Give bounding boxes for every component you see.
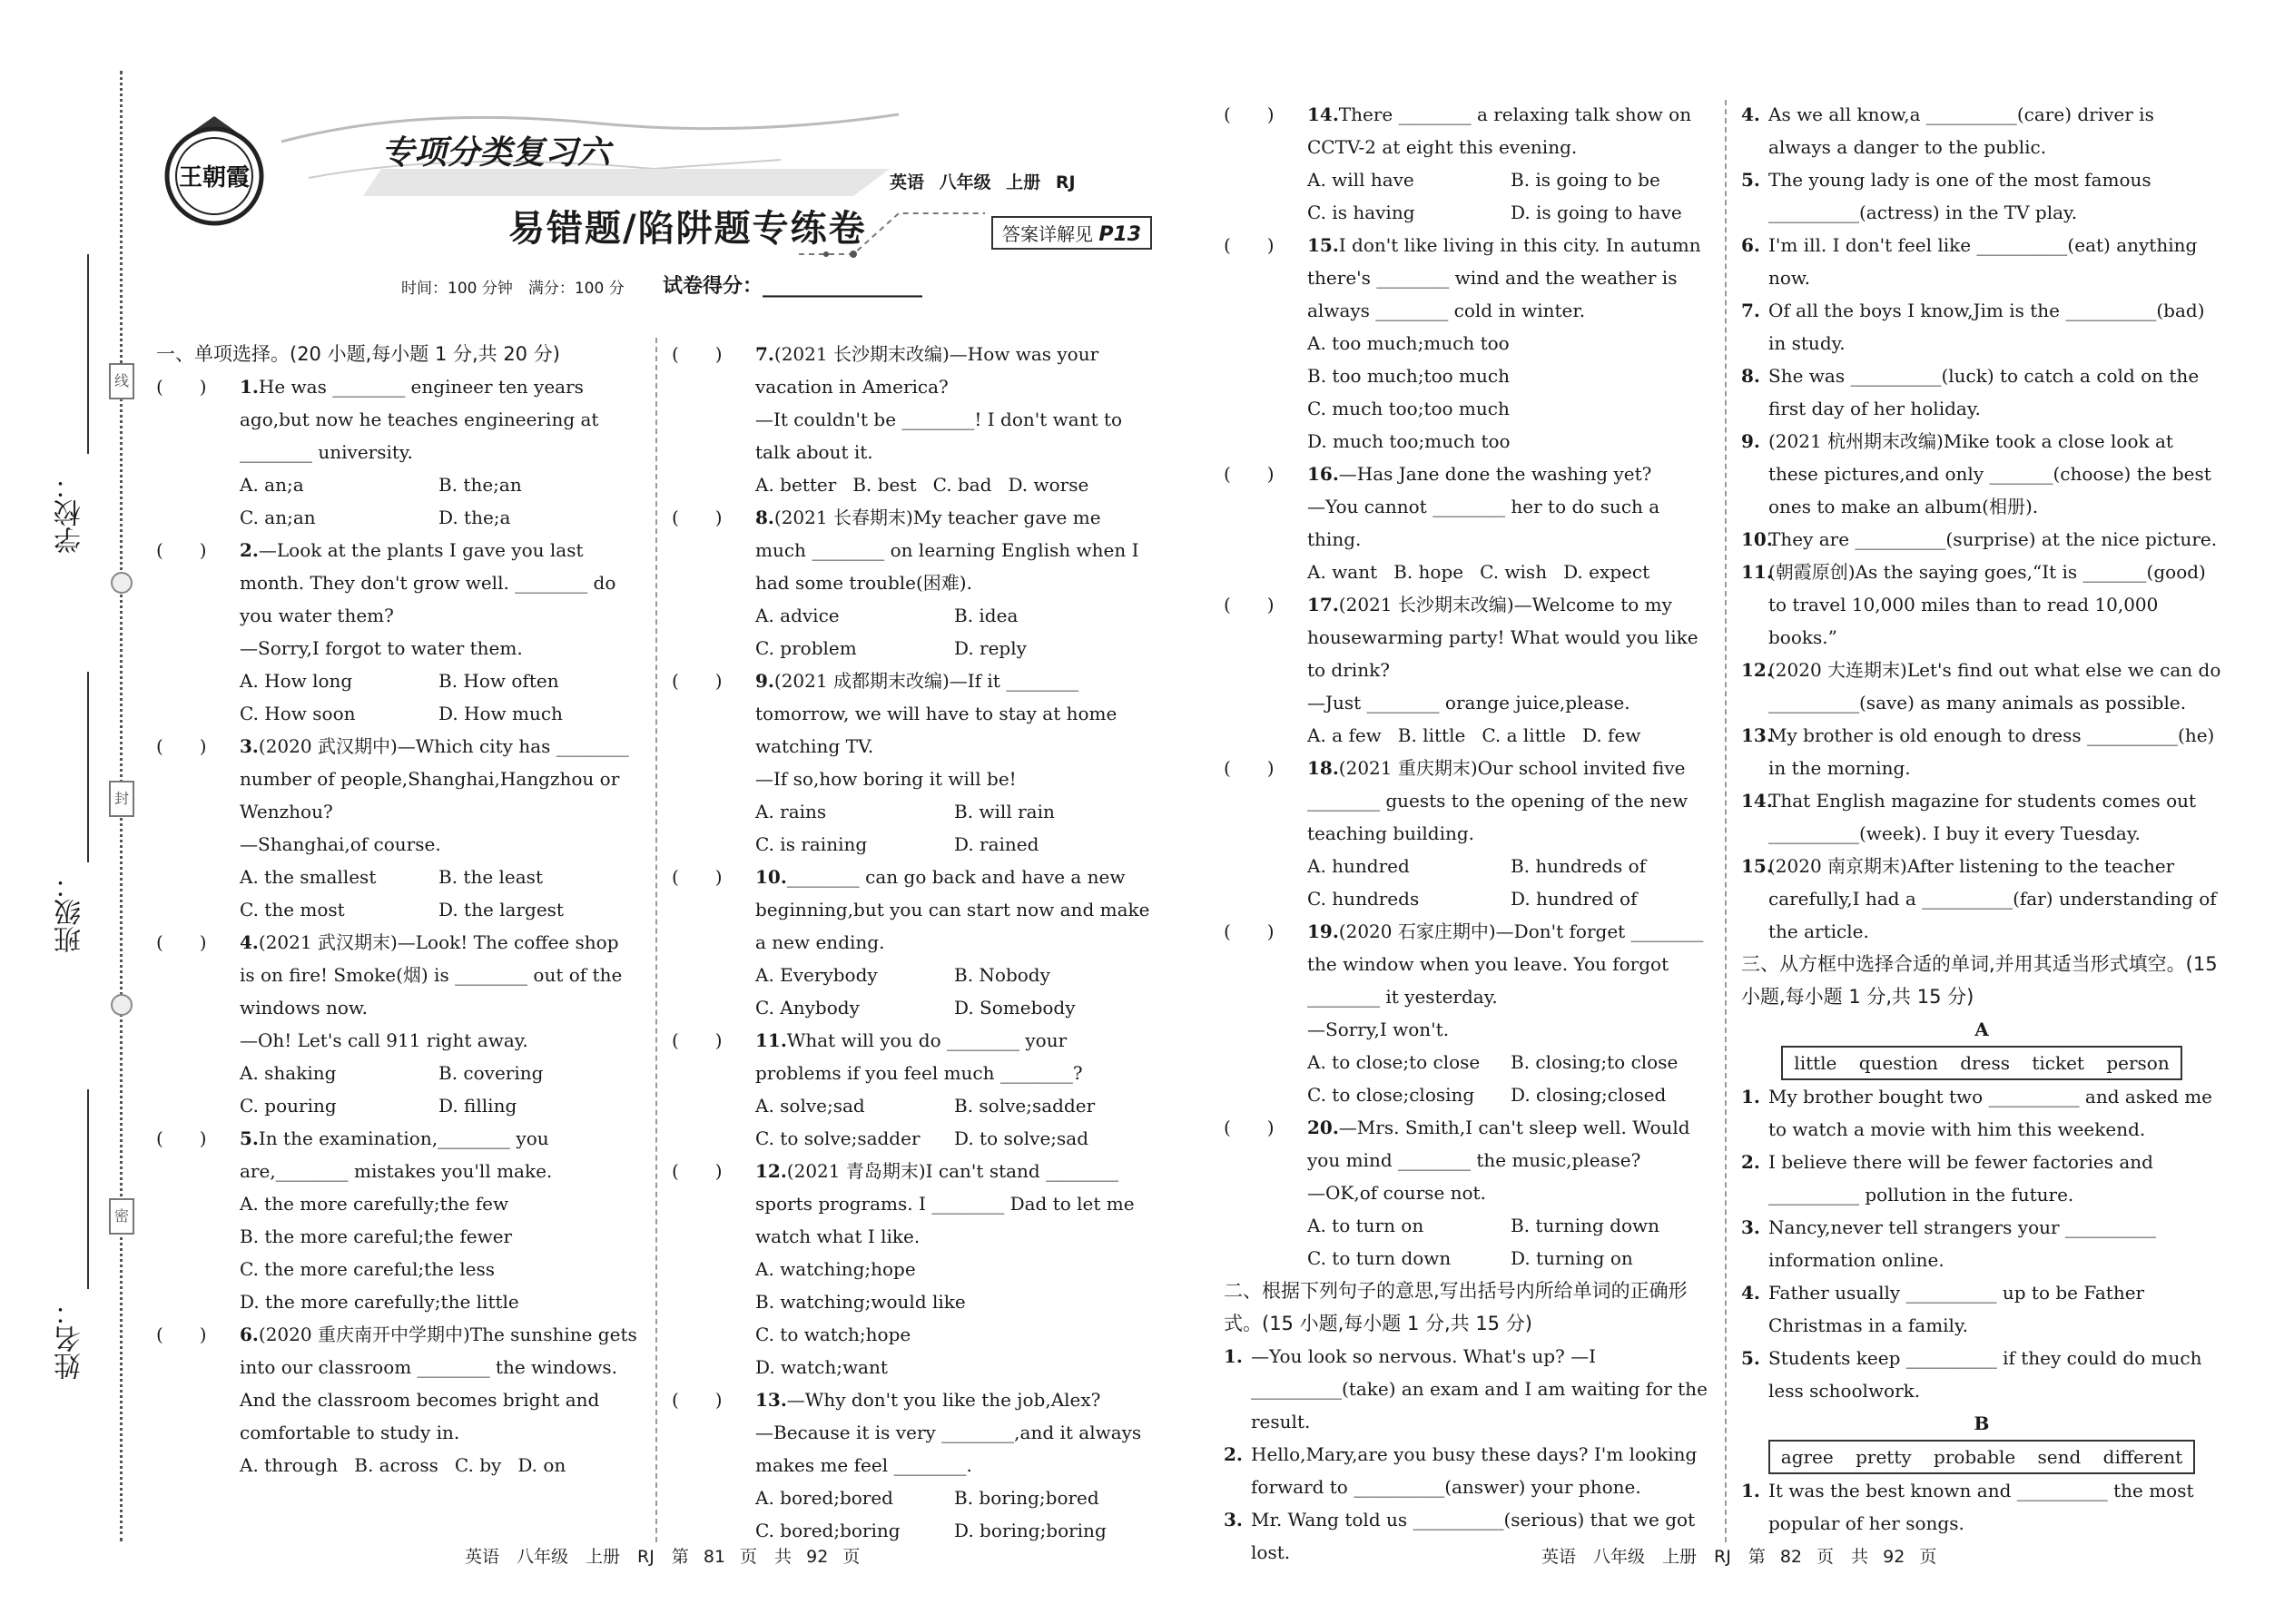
question-number: 4. [240, 931, 259, 953]
mc-question [672, 1383, 1153, 1481]
option[interactable]: D. How much [438, 703, 563, 724]
option[interactable]: C. hundreds [1307, 888, 1420, 910]
question-text: —Sorry,I won't. [1307, 1019, 1450, 1040]
options-group [156, 861, 637, 926]
item-number: 3. [1741, 1216, 1760, 1238]
question-text: (2021 重庆期末)Our school invited five ________ guests to the opening of the new teaching building. [1307, 757, 1689, 844]
option[interactable]: B. is going to be [1511, 169, 1660, 191]
options-group [672, 959, 1153, 1024]
item-text[interactable]: (2020 大连期末)Let's find out what else we can do __________(save) as many animals as possible. [1768, 659, 2221, 714]
options-group [1224, 163, 1714, 229]
option[interactable]: B. idea [954, 605, 1019, 626]
mc-question [672, 861, 1153, 959]
item-text[interactable]: (2021 杭州期末改编)Mike took a close look at these pictures,and only _______(choose) the best ones to make an album(相册). [1768, 430, 2211, 517]
option[interactable]: D. few [1582, 724, 1641, 746]
option[interactable]: B. turning down [1511, 1215, 1660, 1236]
option[interactable]: B. the more careful;the fewer [240, 1225, 513, 1247]
item-number: 1. [1224, 1345, 1243, 1367]
item-number: 4. [1741, 1282, 1760, 1304]
question-number: 6. [240, 1324, 259, 1345]
brand-seal-logo [156, 111, 272, 227]
question-text: (2021 长春期末)My teacher gave me much ________ on learning English when I had some trouble(困难). [755, 507, 1139, 594]
option[interactable]: B. hundreds of [1511, 855, 1647, 877]
question-text: There ________ a relaxing talk show on CCTV-2 at eight this evening. [1307, 103, 1692, 158]
question-number: 10. [755, 866, 787, 888]
fill-blank-item [1741, 98, 2222, 163]
group-a-label: A [1974, 1019, 1989, 1040]
question-text: (2020 武汉期中)—Which city has ________ number of people,Shanghai,Hangzhou or Wenzhou? [240, 735, 629, 822]
question-text: (2021 成都期末改编)—If it ________ tomorrow, we will have to stay at home watching TV. [755, 670, 1117, 757]
question-number: 2. [240, 539, 259, 561]
answer-paren[interactable]: ( ) [156, 539, 207, 561]
options-group [672, 795, 1153, 861]
column-divider [1725, 100, 1727, 1542]
mc-question [1224, 588, 1714, 719]
option[interactable]: C. is having [1307, 202, 1415, 223]
option[interactable]: D. worse [1008, 474, 1089, 496]
question-number: 1. [240, 376, 259, 398]
option[interactable]: C. a little [1482, 724, 1566, 746]
option[interactable]: D. on [517, 1454, 566, 1476]
item-text[interactable]: I believe there will be fewer factories and __________ pollution in the future. [1768, 1151, 2153, 1206]
item-number: 2. [1224, 1443, 1243, 1465]
options-group [1224, 719, 1714, 752]
question-text: I don't like living in this city. In autumn there's ________ wind and the weather is always ________ cold in winter. [1307, 234, 1701, 321]
option[interactable]: B. solve;sadder [954, 1095, 1096, 1117]
mc-question [156, 1122, 637, 1187]
fill-blank-item [1741, 654, 2222, 719]
item-number: 15. [1741, 855, 1773, 877]
option[interactable]: D. filling [438, 1095, 517, 1117]
question-text: —Why don't you like the job,Alex? [786, 1389, 1101, 1411]
fill-blank-item [1741, 1276, 2222, 1342]
mc-question [672, 1155, 1153, 1253]
option[interactable]: B. too much;too much [1307, 365, 1510, 387]
question-number: 14. [1307, 103, 1339, 125]
option[interactable]: D. much too;much too [1307, 430, 1511, 452]
item-number: 3. [1224, 1509, 1243, 1530]
item-number: 12. [1741, 659, 1773, 681]
question-text: (2021 长沙期末改编)—How was your vacation in America? [755, 343, 1099, 398]
mc-question [672, 664, 1153, 795]
option[interactable]: A. advice [755, 605, 840, 626]
fill-blank-item [1741, 556, 2222, 654]
mc-question [1224, 1111, 1714, 1209]
binding-hole-icon [111, 994, 133, 1016]
word-box-b: agree pretty probable send different [1768, 1440, 2195, 1474]
option[interactable]: D. expect [1563, 561, 1650, 583]
column-4 [1741, 98, 2222, 1540]
option[interactable]: C. problem [755, 637, 857, 659]
option[interactable]: D. rained [954, 833, 1039, 855]
item-text[interactable]: (朝霞原创)As the saying goes,“It is _______(good) to travel 10,000 miles than to read 10,000 books.” [1768, 561, 2206, 648]
option[interactable]: C. Anybody [755, 997, 860, 1019]
answer-paren[interactable]: ( ) [156, 1324, 207, 1345]
option[interactable]: A. through [240, 1454, 339, 1476]
option[interactable]: C. is raining [755, 833, 868, 855]
option[interactable]: A. How long [240, 670, 353, 692]
options-group [672, 1089, 1153, 1155]
item-text[interactable]: Hello,Mary,are you busy these days? I'm looking forward to __________(answer) your phone. [1251, 1443, 1698, 1498]
score-field: 试卷得分：________________ [663, 275, 923, 298]
question-text: —Has Jane done the washing yet? [1338, 463, 1652, 485]
option[interactable]: A. an;a [240, 474, 304, 496]
item-text[interactable]: My brother is old enough to dress __________(he) in the morning. [1768, 724, 2215, 779]
option[interactable]: B. will rain [954, 801, 1055, 822]
item-number: 5. [1741, 1347, 1760, 1369]
mc-question [672, 501, 1153, 599]
question-number: 9. [755, 670, 774, 692]
section-1-title: 一、单项选择。(20 小题,每小题 1 分,共 20 分) [156, 343, 560, 365]
item-number: 10. [1741, 528, 1773, 550]
options-group [672, 599, 1153, 664]
answer-paren[interactable]: ( ) [1224, 103, 1275, 125]
option[interactable]: A. watching;hope [755, 1258, 916, 1280]
option[interactable]: C. the more careful;the less [240, 1258, 495, 1280]
class-label: 班级： [54, 871, 86, 953]
item-text[interactable]: Of all the boys I know,Jim is the __________(bad) in study. [1768, 300, 2205, 354]
fill-blank-item [1741, 784, 2222, 850]
mc-question [156, 730, 637, 861]
column-divider [655, 338, 657, 1542]
question-number: 8. [755, 507, 774, 528]
question-text: —Just ________ orange juice,please. [1307, 692, 1630, 714]
column-2 [672, 338, 1153, 1547]
binding-tag-mi: 密 [109, 1198, 134, 1235]
footer-right: 英语 八年级 上册 RJ 第 82 页 共 92 页 [1541, 1547, 1937, 1567]
option[interactable]: B. hope [1393, 561, 1464, 583]
question-number: 18. [1307, 757, 1339, 779]
mc-question [156, 1318, 637, 1449]
mc-question [156, 534, 637, 664]
fill-blank-item [1741, 1342, 2222, 1407]
item-number: 4. [1741, 103, 1760, 125]
options-group [1224, 556, 1714, 588]
question-number: 16. [1307, 463, 1339, 485]
item-text[interactable]: It was the best known and __________ the most popular of her songs. [1768, 1480, 2194, 1534]
column-3 [1224, 98, 1714, 1569]
mc-question [1224, 229, 1714, 327]
question-number: 5. [240, 1127, 259, 1149]
question-text: In the examination,________ you are,________ mistakes you'll make. [240, 1127, 553, 1182]
option[interactable]: D. hundred of [1511, 888, 1638, 910]
item-text[interactable]: Students keep __________ if they could do much less schoolwork. [1768, 1347, 2202, 1402]
mc-question [1224, 752, 1714, 850]
item-text[interactable]: They are __________(surprise) at the nice picture. [1768, 528, 2218, 550]
option[interactable]: C. to close;closing [1307, 1084, 1475, 1106]
item-text[interactable]: Father usually __________ up to be Father Christmas in a family. [1768, 1282, 2145, 1336]
item-number: 1. [1741, 1480, 1760, 1501]
answer-paren[interactable]: ( ) [1224, 757, 1275, 779]
item-number: 2. [1741, 1151, 1760, 1173]
subject-badge: 英语 八年级 上册 RJ [890, 172, 1076, 192]
fill-blank-item [1741, 1211, 2222, 1276]
question-text: —You cannot ________ her to do such a thing. [1307, 496, 1660, 550]
option[interactable]: C. by [454, 1454, 502, 1476]
option[interactable]: C. bored;boring [755, 1520, 901, 1541]
question-number: 12. [755, 1160, 787, 1182]
fill-blank-item [1741, 523, 2222, 556]
question-text: (2021 武汉期末)—Look! The coffee shop is on fire! Smoke(烟) is ________ out of the windows now. [240, 931, 623, 1019]
option[interactable]: A. to close;to close [1307, 1051, 1481, 1073]
name-blank [87, 1089, 89, 1289]
mc-question [1224, 915, 1714, 1046]
question-text: —Because it is very ________,and it always makes me feel ________. [755, 1422, 1142, 1476]
mc-question [1224, 98, 1714, 163]
answer-paren[interactable]: ( ) [156, 931, 207, 953]
answer-paren[interactable]: ( ) [672, 1389, 723, 1411]
option[interactable]: D. turning on [1511, 1247, 1633, 1269]
options-group [1224, 1209, 1714, 1275]
question-text: —Look at the plants I gave you last month. They don't grow well. ________ do you water them? [240, 539, 616, 626]
options-group [1224, 850, 1714, 915]
section-2-title: 二、根据下列句子的意思,写出括号内所给单词的正确形式。(15 小题,每小题 1 分,共 15 分) [1224, 1280, 1688, 1334]
option[interactable]: B. closing;to close [1511, 1051, 1679, 1073]
class-blank [87, 672, 89, 862]
exam-meta: 时间：100 分钟 满分：100 分 [401, 280, 625, 298]
question-number: 7. [755, 343, 774, 365]
option[interactable]: A. Everybody [755, 964, 878, 986]
school-label: 学校： [54, 472, 86, 554]
series-title: 专项分类复习六 [381, 134, 611, 172]
item-number: 11. [1741, 561, 1773, 583]
item-text[interactable]: Mr. Wang told us __________(serious) that we got lost. [1251, 1509, 1696, 1563]
option[interactable]: A. shaking [240, 1062, 337, 1084]
fill-blank-item [1741, 719, 2222, 784]
options-group [156, 664, 637, 730]
options-group [156, 1449, 637, 1481]
question-text: (2020 重庆南开中学期中)The sunshine gets into our classroom ________ the windows. And the classroom becomes bright and comfortable to study in. [240, 1324, 637, 1443]
answer-paren[interactable]: ( ) [1224, 1117, 1275, 1138]
option[interactable]: B. across [354, 1454, 438, 1476]
answer-paren[interactable]: ( ) [672, 343, 723, 365]
option[interactable]: B. little [1397, 724, 1466, 746]
item-number: 7. [1741, 300, 1760, 321]
option[interactable]: C. to turn down [1307, 1247, 1452, 1269]
item-text[interactable]: The young lady is one of the most famous __________(actress) in the TV play. [1768, 169, 2151, 223]
option[interactable]: D. the;a [438, 507, 511, 528]
mc-question [156, 370, 637, 468]
option[interactable]: A. hundred [1307, 855, 1410, 877]
fill-blank-item [1224, 1340, 1714, 1438]
item-text[interactable]: I'm ill. I don't feel like __________(eat) anything now. [1768, 234, 2198, 289]
question-text: —If so,how boring it will be! [755, 768, 1017, 790]
option[interactable]: D. the largest [438, 899, 564, 920]
option[interactable]: C. the most [240, 899, 345, 920]
item-number: 9. [1741, 430, 1760, 452]
item-text[interactable]: As we all know,a __________(care) driver is always a danger to the public. [1768, 103, 2154, 158]
options-group [156, 1057, 637, 1122]
options-group [672, 1481, 1153, 1547]
item-number: 14. [1741, 790, 1773, 812]
answer-paren[interactable]: ( ) [1224, 234, 1275, 256]
fill-blank-item [1741, 425, 2222, 523]
question-text: —It couldn't be ________! I don't want to talk about it. [755, 408, 1123, 463]
option[interactable]: C. to watch;hope [755, 1324, 911, 1345]
option[interactable]: A. rains [755, 801, 827, 822]
fill-blank-item [1741, 163, 2222, 229]
svg-text:王朝霞: 王朝霞 [178, 164, 251, 192]
question-number: 13. [755, 1389, 787, 1411]
option[interactable]: C. bad [932, 474, 992, 496]
option[interactable]: A. a few [1307, 724, 1382, 746]
option[interactable]: A. too much;much too [1307, 332, 1510, 354]
option[interactable]: B. covering [438, 1062, 544, 1084]
option[interactable]: D. is going to have [1511, 202, 1682, 223]
option[interactable]: C. pouring [240, 1095, 337, 1117]
section-3-title: 三、从方框中选择合适的单词,并用其适当形式填空。(15 小题,每小题 1 分,共 15 分) [1741, 953, 2218, 1008]
option[interactable]: D. to solve;sad [954, 1127, 1089, 1149]
column-1 [156, 338, 637, 1481]
question-text: What will you do ________ your problems if you feel much ________? [755, 1029, 1083, 1084]
option[interactable]: C. wish [1480, 561, 1548, 583]
answer-paren[interactable]: ( ) [672, 507, 723, 528]
answer-paren[interactable]: ( ) [156, 1127, 207, 1149]
option[interactable]: D. reply [954, 637, 1027, 659]
question-text: (2021 青岛期末)I can't stand ________ sports programs. I ________ Dad to let me watch what I like. [755, 1160, 1135, 1247]
answer-paren[interactable]: ( ) [672, 866, 723, 888]
main-title: 易错题/陷阱题专练卷 [508, 208, 867, 250]
option[interactable]: A. want [1307, 561, 1378, 583]
binding-tag-feng: 封 [109, 781, 134, 817]
group-b-label: B [1974, 1412, 1990, 1434]
answer-paren[interactable]: ( ) [1224, 463, 1275, 485]
question-number: 15. [1307, 234, 1339, 256]
school-blank [87, 254, 89, 454]
fill-blank-item [1741, 294, 2222, 359]
option[interactable]: C. to solve;sadder [755, 1127, 921, 1149]
item-number: 8. [1741, 365, 1760, 387]
options-group [1224, 1046, 1714, 1111]
option[interactable]: C. much too;too much [1307, 398, 1510, 419]
option[interactable]: B. best [852, 474, 917, 496]
options-group [672, 468, 1153, 501]
mc-question [672, 338, 1153, 468]
option[interactable]: B. watching;would like [755, 1291, 966, 1313]
option[interactable]: D. closing;closed [1511, 1084, 1667, 1106]
option[interactable]: B. boring;bored [954, 1487, 1099, 1509]
fill-blank-item [1741, 850, 2222, 948]
option[interactable]: D. the more carefully;the little [240, 1291, 519, 1313]
question-number: 3. [240, 735, 259, 757]
item-number: 5. [1741, 169, 1760, 191]
fill-blank-item [1224, 1438, 1714, 1503]
item-text[interactable]: That English magazine for students comes out __________(week). I buy it every Tuesday. [1768, 790, 2197, 844]
title-dashes-decoration [799, 209, 989, 263]
option[interactable]: D. boring;boring [954, 1520, 1107, 1541]
option[interactable]: A. to turn on [1307, 1215, 1424, 1236]
binding-hole-icon [111, 572, 133, 594]
answer-paren[interactable]: ( ) [672, 1160, 723, 1182]
mc-question [156, 926, 637, 1057]
answer-paren[interactable]: ( ) [1224, 594, 1275, 615]
mc-question [1224, 458, 1714, 556]
question-number: 20. [1307, 1117, 1339, 1138]
binding-tag-xian: 线 [109, 363, 134, 399]
name-label: 姓名： [54, 1298, 86, 1380]
answer-paren[interactable]: ( ) [672, 670, 723, 692]
item-number: 1. [1741, 1086, 1760, 1107]
option[interactable]: B. How often [438, 670, 559, 692]
question-text: (2020 石家庄期中)—Don't forget ________ the window when you leave. You forgot ________ it yesterday. [1307, 920, 1704, 1008]
item-number: 13. [1741, 724, 1773, 746]
option[interactable]: B. the least [438, 866, 543, 888]
question-text: —Sorry,I forgot to water them. [240, 637, 523, 659]
answer-paren[interactable]: ( ) [156, 376, 207, 398]
answer-paren[interactable]: ( ) [1224, 920, 1275, 942]
option[interactable]: A. solve;sad [755, 1095, 865, 1117]
question-text: ________ can go back and have a new beginning,but you can start now and make a new ending. [755, 866, 1150, 953]
option[interactable]: A. the smallest [240, 866, 377, 888]
fill-blank-item [1741, 1080, 2222, 1146]
item-text[interactable]: Nancy,never tell strangers your __________ information online. [1768, 1216, 2156, 1271]
option[interactable]: A. better [755, 474, 837, 496]
option[interactable]: D. watch;want [755, 1356, 888, 1378]
answer-paren[interactable]: ( ) [672, 1029, 723, 1051]
option[interactable]: A. the more carefully;the few [240, 1193, 509, 1215]
fill-blank-item [1741, 1474, 2222, 1540]
item-text[interactable]: My brother bought two __________ and asked me to watch a movie with him this weekend. [1768, 1086, 2212, 1140]
option[interactable]: C. an;an [240, 507, 316, 528]
mc-question [672, 1024, 1153, 1089]
option[interactable]: B. the;an [438, 474, 522, 496]
question-number: 11. [755, 1029, 787, 1051]
question-number: 17. [1307, 594, 1339, 615]
fill-blank-item [1741, 229, 2222, 294]
question-text: —OK,of course not. [1307, 1182, 1486, 1204]
question-text: (2021 长沙期末改编)—Welcome to my housewarming party! What would you like to drink? [1307, 594, 1698, 681]
option[interactable]: A. will have [1307, 169, 1414, 191]
option[interactable]: B. Nobody [954, 964, 1050, 986]
item-text[interactable]: She was __________(luck) to catch a cold on the first day of her holiday. [1768, 365, 2200, 419]
question-text: —Shanghai,of course. [240, 833, 441, 855]
item-text[interactable]: (2020 南京期末)After listening to the teacher carefully,I had a __________(far) understanding of the article. [1768, 855, 2217, 942]
option[interactable]: D. Somebody [954, 997, 1076, 1019]
word-box-a: little question dress ticket person [1781, 1046, 2181, 1080]
answer-paren[interactable]: ( ) [156, 735, 207, 757]
question-number: 19. [1307, 920, 1339, 942]
question-text: —Oh! Let's call 911 right away. [240, 1029, 528, 1051]
option[interactable]: A. bored;bored [755, 1487, 893, 1509]
question-text: He was ________ engineer ten years ago,but now he teaches engineering at ________ university. [240, 376, 599, 463]
question-text: —Mrs. Smith,I can't sleep well. Would you mind ________ the music,please? [1307, 1117, 1690, 1171]
option[interactable]: C. How soon [240, 703, 356, 724]
options-group [156, 468, 637, 534]
fill-blank-item [1741, 359, 2222, 425]
fill-blank-item [1741, 1146, 2222, 1211]
item-text[interactable]: —You look so nervous. What's up? —I __________(take) an exam and I am waiting for the result. [1251, 1345, 1708, 1432]
footer-left: 英语 八年级 上册 RJ 第 81 页 共 92 页 [465, 1547, 861, 1567]
answer-reference: 答案详解见 P13 [991, 216, 1152, 250]
item-number: 6. [1741, 234, 1760, 256]
